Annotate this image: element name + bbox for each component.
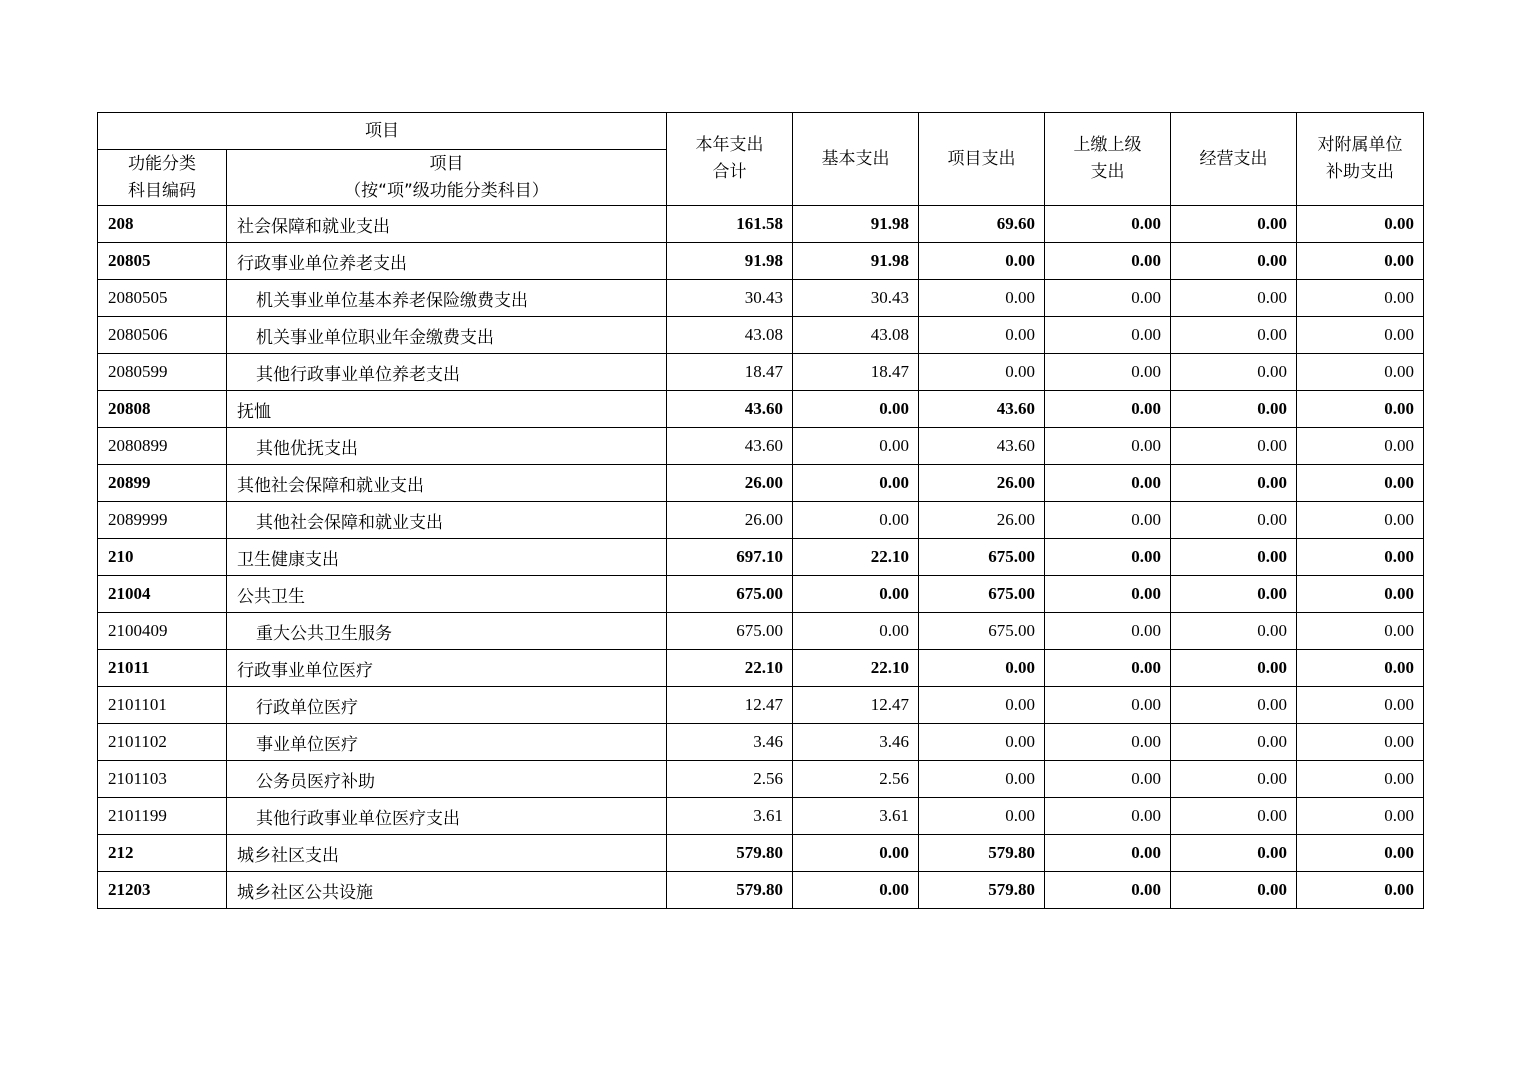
cell-operating: 0.00 (1171, 872, 1297, 909)
cell-basic: 0.00 (793, 576, 919, 613)
cell-upper: 0.00 (1045, 650, 1171, 687)
cell-project: 0.00 (919, 354, 1045, 391)
cell-subsidy: 0.00 (1297, 872, 1424, 909)
cell-total: 30.43 (667, 280, 793, 317)
cell-project: 0.00 (919, 724, 1045, 761)
cell-project: 0.00 (919, 687, 1045, 724)
cell-code: 2101199 (98, 798, 227, 835)
table-row (98, 428, 1424, 465)
cell-code: 2080505 (98, 280, 227, 317)
cell-total: 12.47 (667, 687, 793, 724)
cell-operating: 0.00 (1171, 206, 1297, 243)
cell-basic: 0.00 (793, 465, 919, 502)
cell-name: 公务员医疗补助 (227, 761, 667, 798)
cell-upper: 0.00 (1045, 687, 1171, 724)
cell-upper: 0.00 (1045, 761, 1171, 798)
header-upper-line1: 上缴上级 (1073, 135, 1142, 155)
cell-subsidy: 0.00 (1297, 650, 1424, 687)
cell-subsidy: 0.00 (1297, 465, 1424, 502)
header-code-line2: 科目编码 (128, 180, 196, 201)
cell-project: 26.00 (919, 465, 1045, 502)
cell-subsidy: 0.00 (1297, 835, 1424, 872)
cell-upper: 0.00 (1045, 465, 1171, 502)
cell-total: 18.47 (667, 354, 793, 391)
cell-total: 675.00 (667, 613, 793, 650)
cell-name: 行政事业单位医疗 (227, 650, 667, 687)
cell-operating: 0.00 (1171, 798, 1297, 835)
cell-operating: 0.00 (1171, 687, 1297, 724)
cell-project: 675.00 (919, 576, 1045, 613)
cell-total: 43.60 (667, 428, 793, 465)
cell-subsidy: 0.00 (1297, 317, 1424, 354)
cell-code: 2100409 (98, 613, 227, 650)
cell-upper: 0.00 (1045, 354, 1171, 391)
cell-code: 212 (98, 835, 227, 872)
cell-subsidy: 0.00 (1297, 280, 1424, 317)
cell-operating: 0.00 (1171, 761, 1297, 798)
cell-code: 210 (98, 539, 227, 576)
cell-code: 2089999 (98, 502, 227, 539)
cell-name: 行政单位医疗 (227, 687, 667, 724)
cell-code: 2080599 (98, 354, 227, 391)
cell-operating: 0.00 (1171, 613, 1297, 650)
cell-total: 3.46 (667, 724, 793, 761)
header-project: 项目支出 (919, 113, 1045, 206)
cell-total: 43.60 (667, 391, 793, 428)
table-row (98, 539, 1424, 576)
cell-basic: 2.56 (793, 761, 919, 798)
cell-name: 其他行政事业单位医疗支出 (227, 798, 667, 835)
cell-basic: 0.00 (793, 502, 919, 539)
cell-total: 43.08 (667, 317, 793, 354)
header-total-line1: 本年支出 (695, 135, 764, 155)
cell-subsidy: 0.00 (1297, 391, 1424, 428)
cell-basic: 22.10 (793, 539, 919, 576)
cell-operating: 0.00 (1171, 539, 1297, 576)
header-operating: 经营支出 (1171, 113, 1297, 206)
table-row (98, 613, 1424, 650)
cell-basic: 3.61 (793, 798, 919, 835)
cell-code: 20808 (98, 391, 227, 428)
cell-project: 579.80 (919, 835, 1045, 872)
table-row (98, 391, 1424, 428)
cell-operating: 0.00 (1171, 317, 1297, 354)
cell-project: 26.00 (919, 502, 1045, 539)
header-code-line1: 功能分类 (128, 153, 196, 174)
table-row (98, 835, 1424, 872)
cell-operating: 0.00 (1171, 502, 1297, 539)
cell-basic: 22.10 (793, 650, 919, 687)
cell-code: 2080899 (98, 428, 227, 465)
cell-upper: 0.00 (1045, 798, 1171, 835)
cell-upper: 0.00 (1045, 391, 1171, 428)
cell-name: 公共卫生 (227, 576, 667, 613)
table-row (98, 872, 1424, 909)
cell-operating: 0.00 (1171, 354, 1297, 391)
cell-subsidy: 0.00 (1297, 243, 1424, 280)
cell-basic: 30.43 (793, 280, 919, 317)
cell-upper: 0.00 (1045, 502, 1171, 539)
cell-upper: 0.00 (1045, 872, 1171, 909)
cell-subsidy: 0.00 (1297, 798, 1424, 835)
cell-name: 城乡社区支出 (227, 835, 667, 872)
cell-total: 161.58 (667, 206, 793, 243)
cell-name: 其他优抚支出 (227, 428, 667, 465)
cell-basic: 43.08 (793, 317, 919, 354)
cell-total: 697.10 (667, 539, 793, 576)
cell-name: 卫生健康支出 (227, 539, 667, 576)
cell-project: 675.00 (919, 613, 1045, 650)
cell-code: 2101101 (98, 687, 227, 724)
cell-project: 69.60 (919, 206, 1045, 243)
cell-upper: 0.00 (1045, 613, 1171, 650)
cell-upper: 0.00 (1045, 576, 1171, 613)
table-row (98, 761, 1424, 798)
cell-subsidy: 0.00 (1297, 206, 1424, 243)
cell-operating: 0.00 (1171, 428, 1297, 465)
table-row (98, 317, 1424, 354)
cell-subsidy: 0.00 (1297, 354, 1424, 391)
header-subsidy (1297, 113, 1424, 206)
header-total-line2: 合计 (712, 162, 747, 182)
header-name-line2: （按“项”级功能分类科目） (344, 180, 549, 201)
cell-subsidy: 0.00 (1297, 576, 1424, 613)
cell-basic: 91.98 (793, 243, 919, 280)
cell-name: 城乡社区公共设施 (227, 872, 667, 909)
cell-upper: 0.00 (1045, 317, 1171, 354)
table-row (98, 650, 1424, 687)
cell-name: 抚恤 (227, 391, 667, 428)
table-row (98, 502, 1424, 539)
cell-upper: 0.00 (1045, 724, 1171, 761)
table-row (98, 798, 1424, 835)
cell-subsidy: 0.00 (1297, 428, 1424, 465)
cell-name: 其他社会保障和就业支出 (227, 465, 667, 502)
header-name-line1: 项目 (429, 153, 464, 174)
cell-total: 675.00 (667, 576, 793, 613)
header-upper-line2: 支出 (1090, 162, 1125, 182)
table-row (98, 576, 1424, 613)
cell-upper: 0.00 (1045, 243, 1171, 280)
cell-upper: 0.00 (1045, 206, 1171, 243)
cell-project: 579.80 (919, 872, 1045, 909)
cell-code: 208 (98, 206, 227, 243)
header-basic: 基本支出 (793, 113, 919, 206)
cell-project: 675.00 (919, 539, 1045, 576)
cell-total: 22.10 (667, 650, 793, 687)
cell-project: 0.00 (919, 650, 1045, 687)
cell-code: 2101102 (98, 724, 227, 761)
header-subsidy-line2: 补助支出 (1326, 162, 1394, 182)
table-row (98, 206, 1424, 243)
cell-basic: 12.47 (793, 687, 919, 724)
cell-project: 0.00 (919, 243, 1045, 280)
cell-operating: 0.00 (1171, 243, 1297, 280)
cell-basic: 3.46 (793, 724, 919, 761)
cell-total: 579.80 (667, 872, 793, 909)
cell-basic: 0.00 (793, 613, 919, 650)
table-row (98, 354, 1424, 391)
cell-code: 2080506 (98, 317, 227, 354)
cell-name: 事业单位医疗 (227, 724, 667, 761)
cell-name: 重大公共卫生服务 (227, 613, 667, 650)
cell-subsidy: 0.00 (1297, 761, 1424, 798)
cell-name: 其他行政事业单位养老支出 (227, 354, 667, 391)
cell-operating: 0.00 (1171, 465, 1297, 502)
header-total (667, 113, 793, 206)
cell-upper: 0.00 (1045, 539, 1171, 576)
cell-project: 0.00 (919, 798, 1045, 835)
cell-project: 0.00 (919, 317, 1045, 354)
cell-basic: 18.47 (793, 354, 919, 391)
cell-total: 91.98 (667, 243, 793, 280)
header-item-group: 项目 (98, 113, 667, 150)
cell-total: 3.61 (667, 798, 793, 835)
cell-total: 2.56 (667, 761, 793, 798)
table-row (98, 280, 1424, 317)
cell-basic: 0.00 (793, 428, 919, 465)
table-row (98, 687, 1424, 724)
header-code (98, 150, 227, 206)
cell-upper: 0.00 (1045, 428, 1171, 465)
cell-operating: 0.00 (1171, 280, 1297, 317)
cell-subsidy: 0.00 (1297, 539, 1424, 576)
cell-operating: 0.00 (1171, 576, 1297, 613)
header-subsidy-line1: 对附属单位 (1317, 135, 1403, 155)
cell-upper: 0.00 (1045, 280, 1171, 317)
cell-project: 0.00 (919, 280, 1045, 317)
cell-subsidy: 0.00 (1297, 502, 1424, 539)
cell-name: 机关事业单位基本养老保险缴费支出 (227, 280, 667, 317)
expenditure-table (97, 112, 1424, 909)
cell-code: 2101103 (98, 761, 227, 798)
table-row (98, 724, 1424, 761)
table-body (98, 206, 1424, 909)
cell-subsidy: 0.00 (1297, 613, 1424, 650)
cell-name: 机关事业单位职业年金缴费支出 (227, 317, 667, 354)
cell-operating: 0.00 (1171, 650, 1297, 687)
table-row (98, 465, 1424, 502)
cell-total: 26.00 (667, 502, 793, 539)
cell-subsidy: 0.00 (1297, 724, 1424, 761)
cell-operating: 0.00 (1171, 724, 1297, 761)
cell-subsidy: 0.00 (1297, 687, 1424, 724)
cell-total: 579.80 (667, 835, 793, 872)
cell-project: 43.60 (919, 428, 1045, 465)
cell-operating: 0.00 (1171, 835, 1297, 872)
cell-basic: 0.00 (793, 835, 919, 872)
cell-basic: 0.00 (793, 872, 919, 909)
table-row (98, 243, 1424, 280)
table-header (98, 113, 1424, 206)
cell-code: 21203 (98, 872, 227, 909)
cell-project: 0.00 (919, 761, 1045, 798)
cell-total: 26.00 (667, 465, 793, 502)
cell-upper: 0.00 (1045, 835, 1171, 872)
cell-basic: 0.00 (793, 391, 919, 428)
cell-basic: 91.98 (793, 206, 919, 243)
cell-code: 21004 (98, 576, 227, 613)
cell-project: 43.60 (919, 391, 1045, 428)
cell-operating: 0.00 (1171, 391, 1297, 428)
header-upper (1045, 113, 1171, 206)
cell-name: 其他社会保障和就业支出 (227, 502, 667, 539)
cell-code: 20899 (98, 465, 227, 502)
cell-name: 社会保障和就业支出 (227, 206, 667, 243)
header-name (227, 150, 667, 206)
cell-name: 行政事业单位养老支出 (227, 243, 667, 280)
cell-code: 20805 (98, 243, 227, 280)
cell-code: 21011 (98, 650, 227, 687)
